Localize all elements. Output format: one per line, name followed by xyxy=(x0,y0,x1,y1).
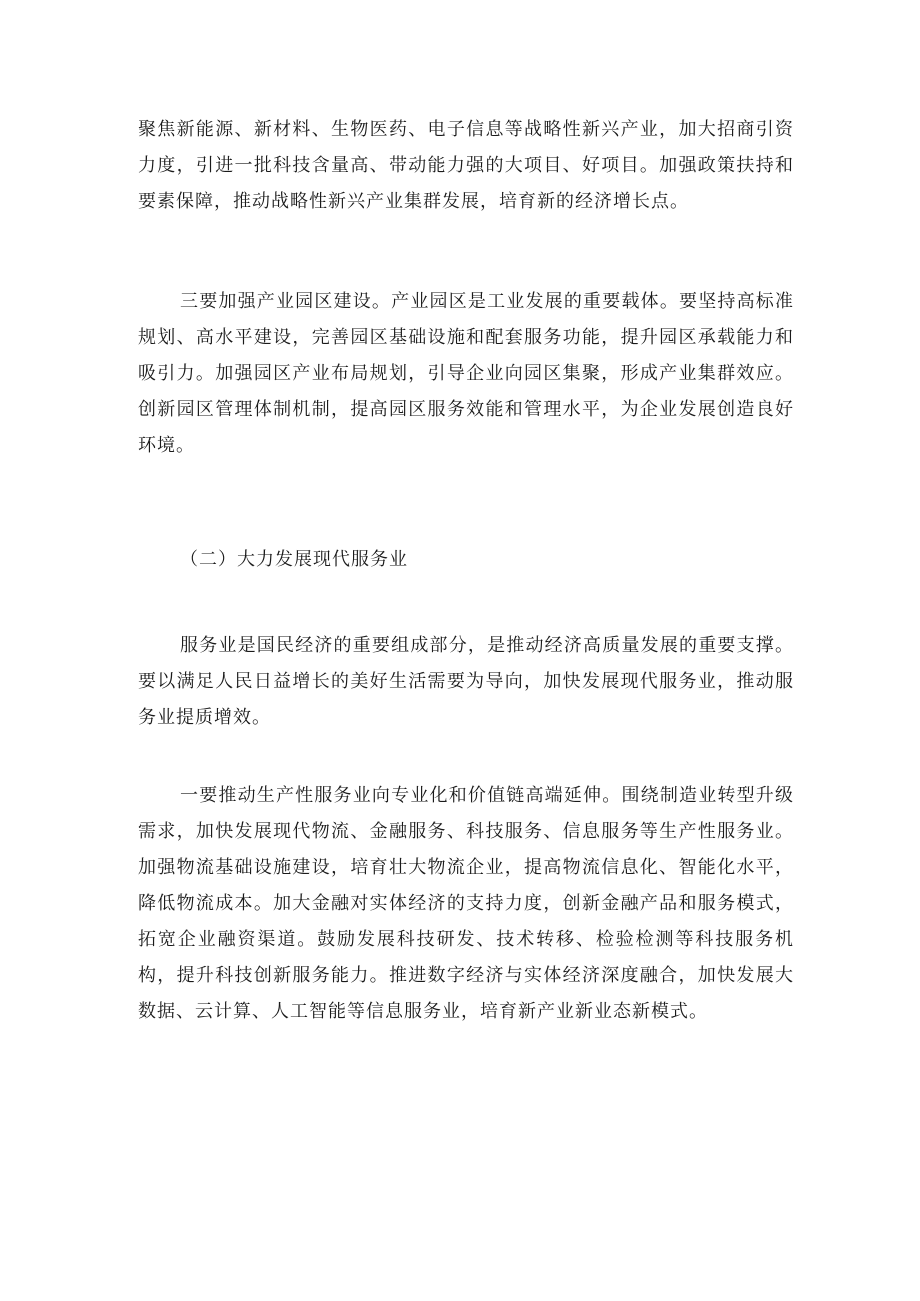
section-heading: （二）大力发展现代服务业 xyxy=(180,549,408,570)
paragraph-producer-services: 一要推动生产性服务业向专业化和价值链高端延伸。围绕制造业转型升级需求，加快发展现代物流、金融服务、科技服务、信息服务等生产性服务业。加强物流基础设施建设，培育壮大物流企业，提高物流信息化、智能化水平，降低物流成本。加大金融对实体经济的支持力度，创新金融产品和服务模式，拓宽企业融资渠道。鼓励发展科技研发、技术转移、检验检测等科技服务机构，提升科技创新服务能力。推进数字经济与实体经济深度融合，加快发展大数据、云计算、人工智能等信息服务业，培育新产业新业态新模式。 xyxy=(138,785,794,1022)
paragraph-service-industry: 服务业是国民经济的重要组成部分，是推动经济高质量发展的重要支撑。要以满足人民日益增长的美好生活需要为导向，加快发展现代服务业，推动服务业提质增效。 xyxy=(138,635,794,728)
paragraph-industrial-parks: 三要加强产业园区建设。产业园区是工业发展的重要载体。要坚持高标准规划、高水平建设，完善园区基础设施和配套服务功能，提升园区承载能力和吸引力。加强园区产业布局规划，引导企业向园区集聚，形成产业集群效应。创新园区管理体制机制，提高园区服务效能和管理水平，为企业发展创造良好环境。 xyxy=(138,291,794,456)
paragraph-continuation: 聚焦新能源、新材料、生物医药、电子信息等战略性新兴产业，加大招商引资力度，引进一批科技含量高、带动能力强的大项目、好项目。加强政策扶持和要素保障，推动战略性新兴产业集群发展，培育新的经济增长点。 xyxy=(138,119,794,212)
